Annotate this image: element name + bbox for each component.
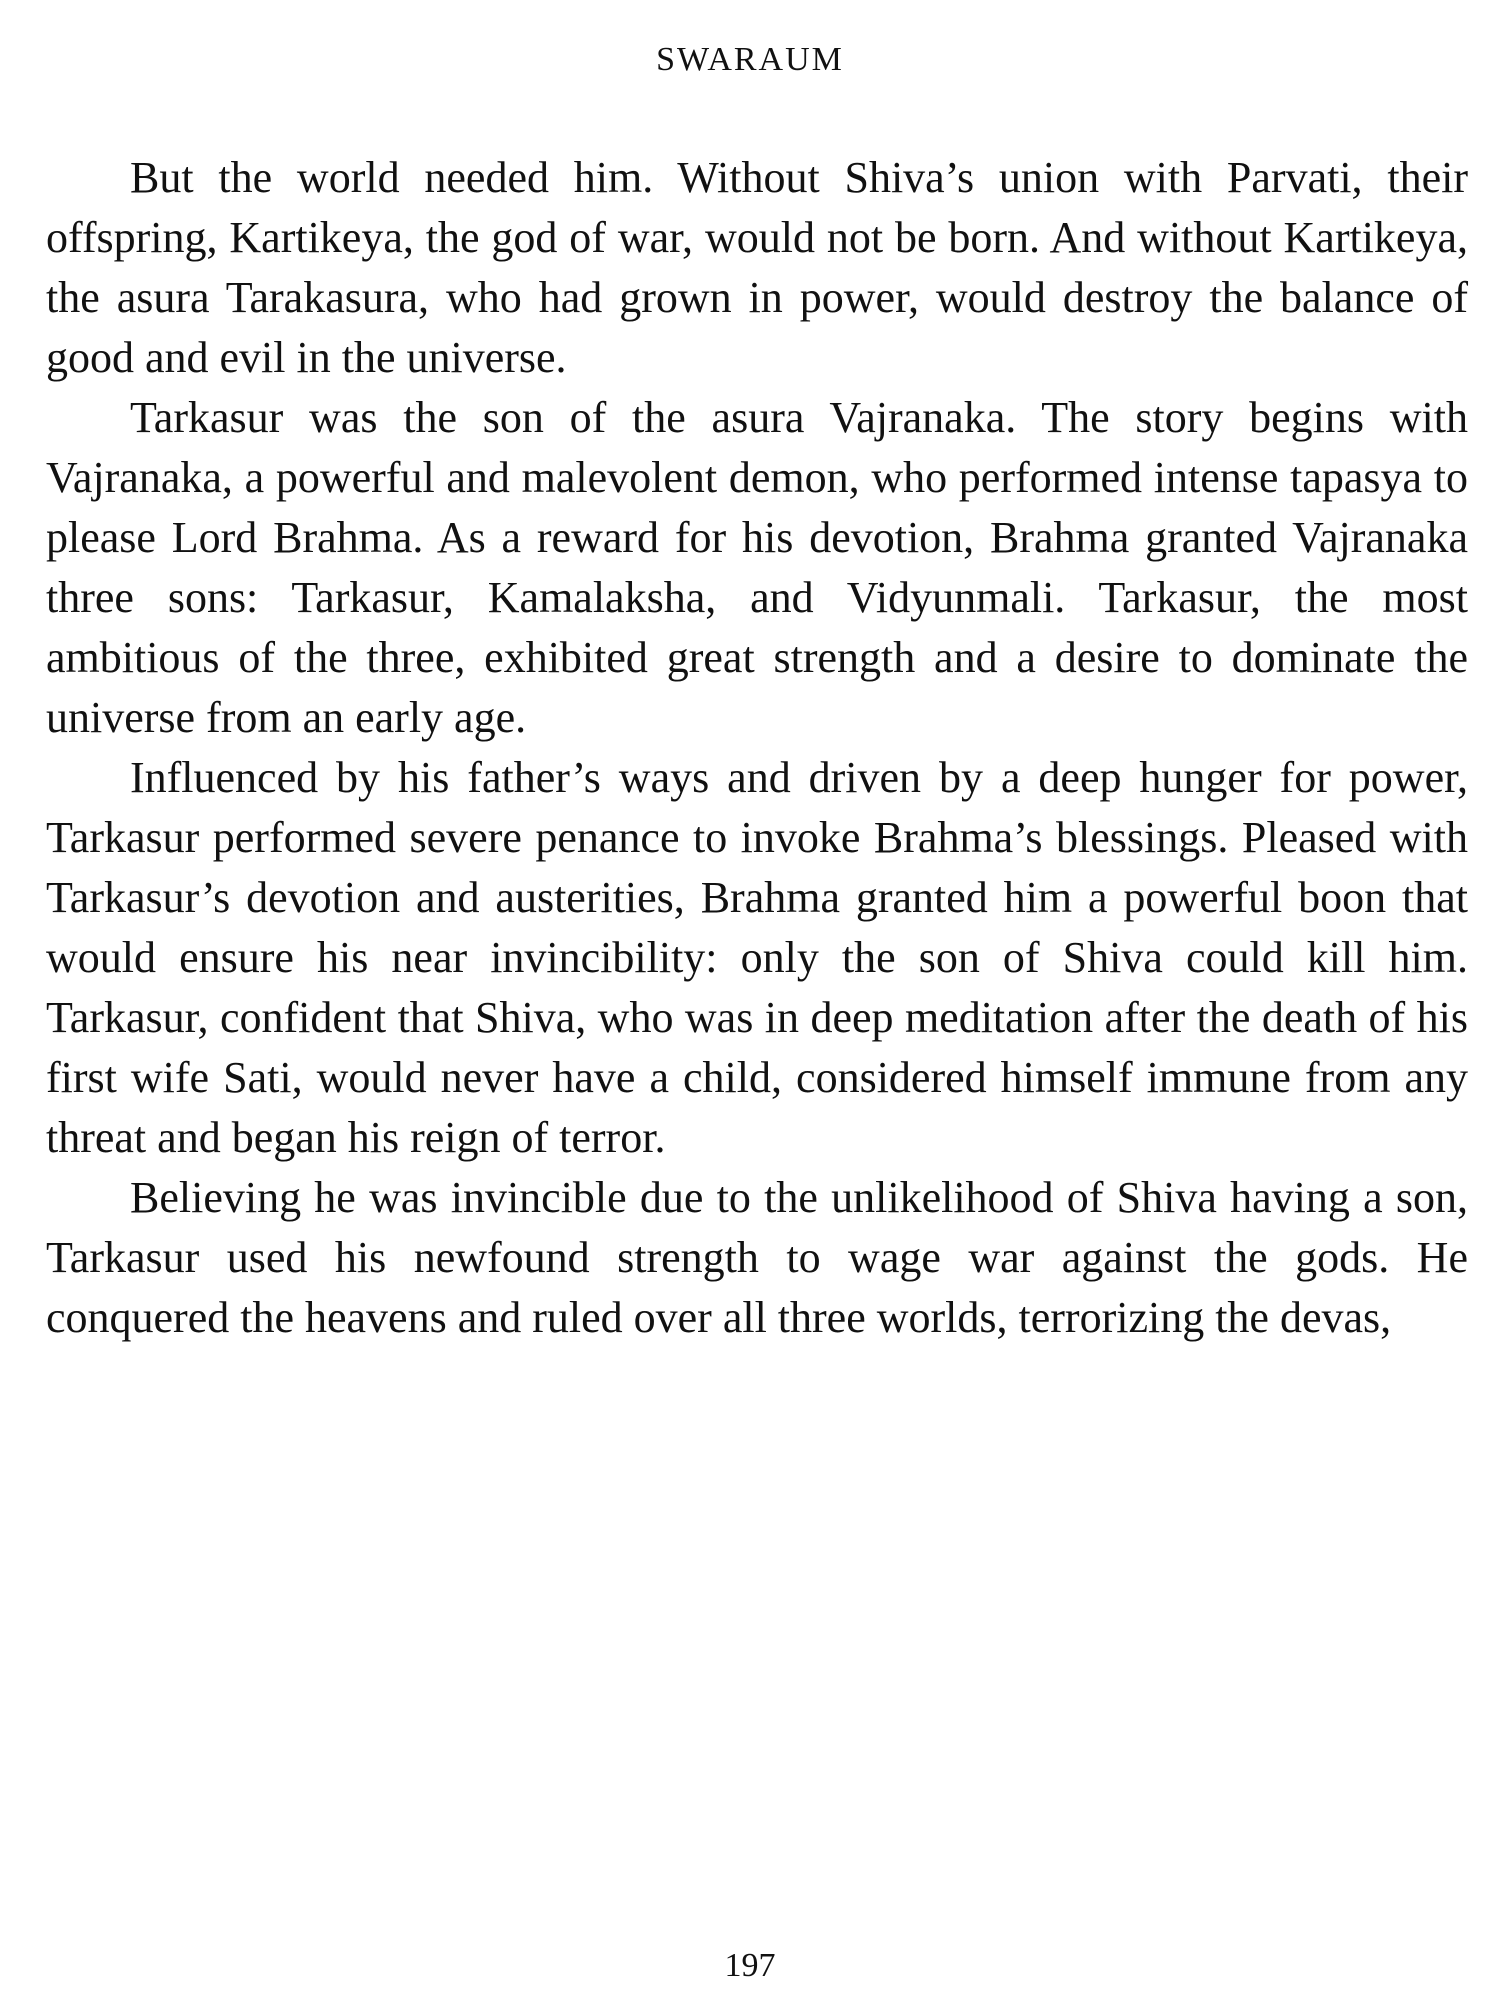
page-body [46, 148, 1468, 1348]
page-number: 197 [724, 1947, 776, 1984]
body-paragraph: Believing he was invincible due to the unlikelihood of Shiva having a son, Tarkasur used his newfound strength to wage war against the gods. He conquered the heavens and ruled over all three worlds, terrorizing the devas, [46, 1173, 1468, 1342]
body-paragraph: Tarkasur was the son of the asura Vajranaka. The story begins with Vajranaka, a powerful and malevolent demon, who performed intense tapasya to please Lord Brahma. As a reward for his devotion, Brahma granted Vajranaka three sons: Tarkasur, Kamalaksha, and Vidyunmali. Tarkasur, the most ambitious of the three, exhibited great strength and a desire to dominate the universe from an early age. [46, 393, 1468, 742]
body-paragraph: Influenced by his father’s ways and driven by a deep hunger for power, Tarkasur performed severe penance to invoke Brahma’s blessings. Pleased with Tarkasur’s devotion and austerities, Brahma granted him a powerful boon that would ensure his near invincibility: only the son of Shiva could kill him. Tarkasur, confident that Shiva, who was in deep meditation after the death of his first wife Sati, would never have a child, considered himself immune from any threat and began his reign of terror. [46, 753, 1468, 1162]
body-paragraph: But the world needed him. Without Shiva’s union with Parvati, their offspring, Kartikeya, the god of war, would not be born. And without Kartikeya, the asura Tarakasura, who had grown in power, would destroy the balance of good and evil in the universe. [46, 153, 1468, 382]
running-header: SWARAUM [656, 41, 844, 78]
